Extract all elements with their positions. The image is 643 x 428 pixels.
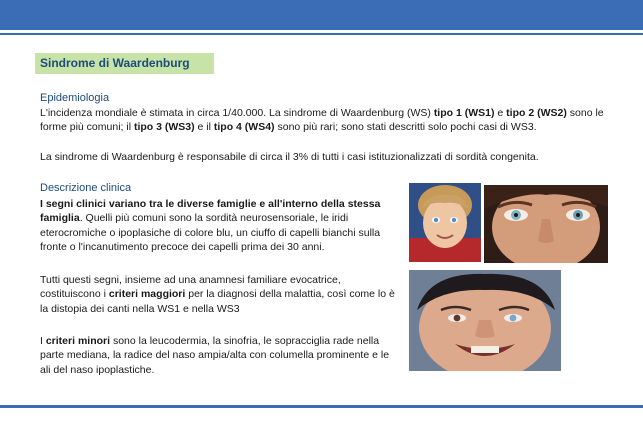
smiling-child-photo	[409, 270, 561, 371]
child-photo	[409, 183, 481, 262]
descrizione-paragraph-2: Tutti questi segni, insieme ad una anamnesi familiare evocatrice, costituiscono i criteri maggiori per la diagnosi della malattia, così come lo è la distopia dei canti nella WS1 e nella WS3	[40, 274, 395, 315]
header-bar	[0, 0, 643, 30]
descrizione-paragraph-1: I segni clinici variano tra le diverse famiglie e all'interno della stessa famiglia. Quelli più comuni sono la sordità neurosensoriale, le iridi eterocromiche o ipoplasiche di colore blu, un ciuffo di capelli bianchi sulla fronte o l'incanutimento precoce dei capelli prima dei 30 anni.	[40, 198, 381, 253]
epidemiologia-paragraph: L'incidenza mondiale è stimata in circa 1/40.000. La sindrome di Waardenburg (WS) tipo 1 (WS1) e tipo 2 (WS2) sono le forme più comuni; il tipo 3 (WS3) e il tipo 4 (WS4) sono più rari; sono stati descritti solo pochi casi di WS3.	[40, 107, 604, 134]
epidemiologia-heading: Epidemiologia	[40, 92, 110, 104]
eyes-closeup-photo	[484, 185, 608, 263]
header-divider	[0, 33, 643, 35]
descrizione-heading: Descrizione clinica	[40, 182, 132, 194]
footer-divider	[0, 405, 643, 408]
page-title: Sindrome di Waardenburg	[35, 53, 214, 74]
descrizione-paragraph-3: I criteri minori sono la leucodermia, la sinofria, le sopracciglia rade nella parte mediana, la radice del naso ampia/alta con columella prominente e le ali del naso ipoplastiche.	[40, 335, 390, 376]
epidemiologia-paragraph-2: La sindrome di Waardenburg è responsabile di circa il 3% di tutti i casi istituzionalizzati di sordità congenita.	[40, 151, 539, 163]
